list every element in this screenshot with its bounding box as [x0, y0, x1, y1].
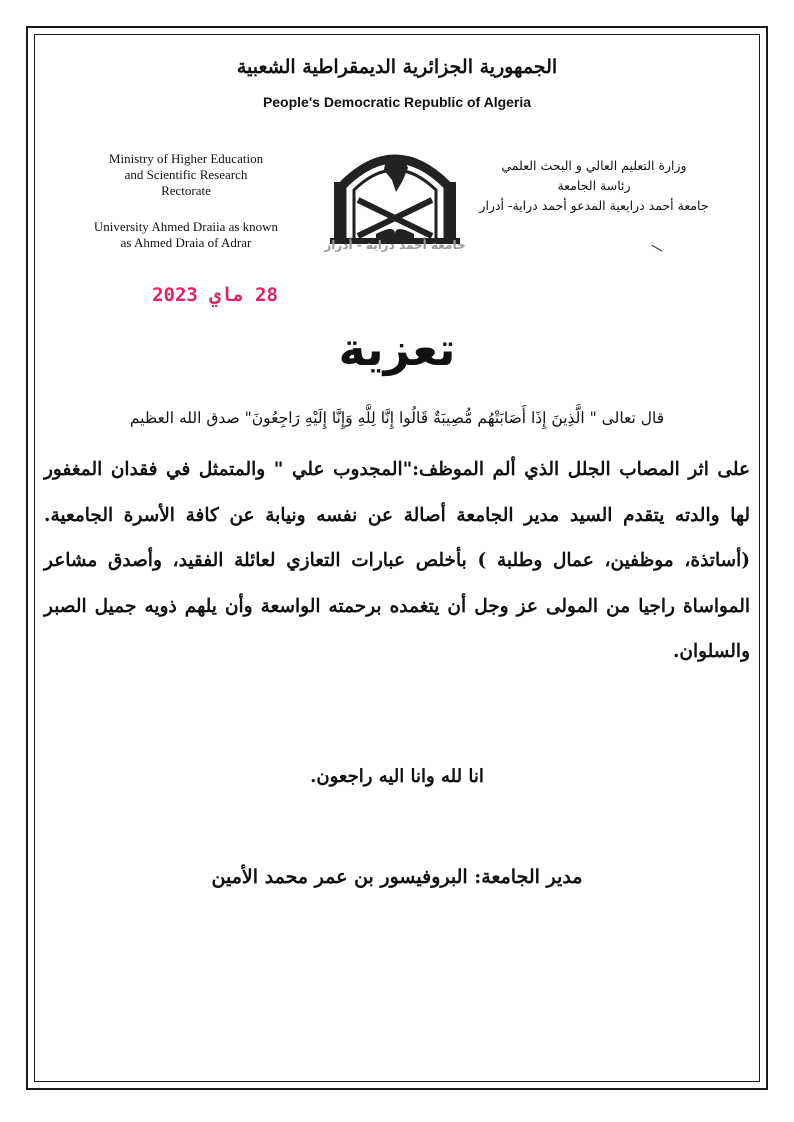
quran-verse: قال تعالى " الَّذِينَ إِذَا أَصَابَتْهُم مُّصِيبَةٌ قَالُوا إِنَّا لِلَّهِ وَإِنَّا إِلَيْهِ رَاجِعُونَ" صدق الله العظيم	[129, 409, 665, 427]
signature-line: مدير الجامعة: البروفيسور بن عمر محمد الأمين	[211, 866, 583, 888]
logo-caption: جامعة أحمد دراية - أدرار	[324, 238, 466, 252]
ministry-block-english	[70, 151, 302, 251]
country-name-english: People's Democratic Republic of Algeria	[262, 94, 532, 110]
rectorate-line: رئاسة الجامعة	[557, 178, 631, 193]
date-stamp: 28 ماي 2023	[152, 284, 278, 306]
country-name-arabic: الجمهورية الجزائرية الديمقراطية الشعبية	[236, 56, 558, 78]
ministry-block-arabic	[478, 156, 710, 216]
university-line: University Ahmed Draiia as known	[93, 219, 279, 234]
university-line: جامعة أحمد درايعية المدعو أحمد دراية- أدرار	[479, 198, 709, 213]
condolence-body: على اثر المصاب الجلل الذي ألم الموظف:"المجدوب علي " والمتمثل في فقدان المغفور لها والدته يتقدم السيد مدير الجامعة أصالة عن نفسه ونيابة عن كافة الأسرة الجامعية.(أساتذة، موظفين، عمال وطلبة ) بأخلص عبارات التعازي لعائلة الفقيد، وأصدق مشاعر المواساة راجيا من المولى عز وجل أن يتغمده برحمته الواسعة وأن يلهم ذويه جميل الصبر والسلوان.	[44, 459, 750, 662]
university-line: as Ahmed Draia of Adrar	[120, 235, 252, 250]
ministry-line: وزارة التعليم العالي و البحث العلمي	[501, 158, 687, 173]
page-title: تعزية	[338, 322, 456, 376]
closing-phrase: انا لله وانا اليه راجعون.	[310, 766, 484, 787]
rectorate-line: Rectorate	[161, 183, 211, 198]
ministry-line: Ministry of Higher Education	[108, 151, 264, 166]
ministry-line: and Scientific Research	[124, 167, 248, 182]
